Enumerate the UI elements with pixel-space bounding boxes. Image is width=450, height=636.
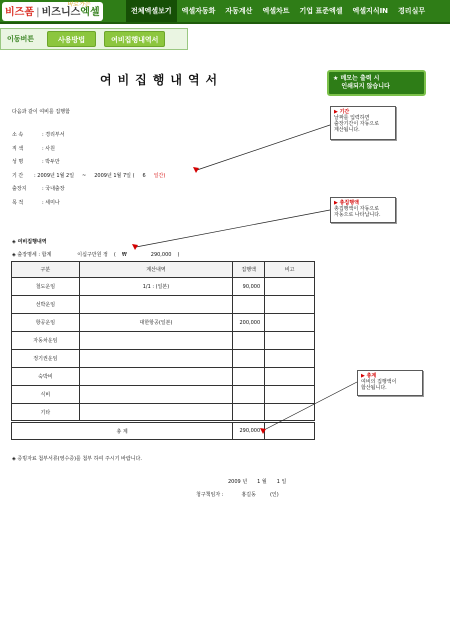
row-category: 자동차운임 [12,332,80,350]
period-days: 6 [142,173,146,179]
period-label: 기 간 [12,173,24,179]
callout-period [330,106,396,140]
claimant-seal: (인) [269,492,279,498]
date-month[interactable]: 1 월 [257,479,267,485]
row-calculation[interactable]: 대한항공(일본) [79,314,232,332]
row-category: 식비 [12,386,80,404]
row-category: 선박운임 [12,296,80,314]
row-category: 숙박비 [12,368,80,386]
logo-bizform-text: 비즈폼 [5,7,34,18]
claimant-label: 청구책임자 : [196,492,224,498]
period-comment-marker [193,167,199,173]
header-amount: 집행액 [233,262,265,278]
field-destination-value[interactable]: : 국내출장 [42,186,65,192]
callout-summary-title: ▶ 총집행액 [334,200,392,206]
row-amount[interactable]: 90,000 [233,278,265,296]
row-calculation[interactable]: 1/1 : (일본) [79,278,232,296]
period-tilde: ~ [82,173,87,179]
nav-item-standard-excel[interactable]: 기업 표준엑셀 [299,7,343,15]
total-amount: 290,000 [233,422,265,440]
nav-item-all-excel[interactable]: 전체엑셀보기 [126,0,177,22]
header-note: 비고 [265,262,315,278]
callout-total-body: 여비의 집행액이 합산됩니다. [361,379,397,391]
summary-amount: 290,000 [150,252,172,258]
field-purpose-label: 목 적 [12,200,24,206]
nav-item-auto-calc[interactable]: 자동계산 [225,7,253,15]
expense-section-title: ◈ 여비집행내역 [12,239,47,245]
period-start[interactable]: : 2009년 1월 2일 [34,173,75,179]
summary-label: ◈ 출장명세 : 합계 [12,252,52,258]
callout-summary-body: 총집행액이 자동으로 자동으로 나타납니다. [334,206,381,218]
row-category: 기타 [12,404,80,422]
connector-period [197,125,330,170]
logo-separator: | [35,7,40,18]
field-department-label: 소 속 [12,132,24,138]
total-comment-marker [260,428,266,434]
nav-item-accounting[interactable]: 경리실무 [398,7,426,15]
row-category: 항공운임 [12,314,80,332]
nav-item-excel-chart[interactable]: 엑셀차트 [262,7,290,15]
period-end[interactable]: 2009년 1월 7일 ( [94,173,135,179]
travel-expense-sheet-button[interactable]: 여비집행내역서 [104,31,165,47]
logo-tagline: 바로가는 [67,1,91,8]
field-name-label: 성 명 [12,159,24,165]
nav-item-excel-automation[interactable]: 엑셀자동화 [181,7,216,15]
nav-item-excel-knowledge[interactable]: 엑셀지식IN [352,7,389,15]
row-category: 철도운임 [12,278,80,296]
field-position-value[interactable]: : 사원 [42,146,55,152]
move-button-label: 이동버튼 [7,35,35,43]
intro-text: 다음과 같이 여비를 집행함 [12,109,70,115]
attachment-footnote: ◈ 증빙자료 첨부서류(영수증)를 첨부 하여 주시기 바랍니다. [12,456,142,462]
print-note-text: ★ 메모는 출력 시 인쇄되지 않습니다 [333,75,390,90]
callout-summary [330,197,396,223]
field-destination-label: 출장지 [12,186,27,192]
logo-business-text: 비즈니스 [41,7,81,18]
logo-excel-text: 엑셀 [80,7,100,18]
total-label: 총 계 [12,422,233,440]
summary-close-paren: ) [177,252,180,258]
callout-period-body: 날짜를 입력하면 출장기간이 자동으로 계산됩니다. [334,115,380,133]
row-category: 정기권운임 [12,350,80,368]
callout-period-title: ▶ 기간 [334,109,392,115]
callout-total [357,370,423,396]
connector-total [264,382,357,430]
period-unit: 일간) [153,173,166,179]
claimant-name[interactable]: 홍길동 [241,492,256,498]
field-position-label: 직 색 [12,146,24,152]
document-title: 여비집행내역서 [100,73,224,87]
field-purpose-value[interactable]: : 세미나 [42,200,60,206]
header-category: 구분 [12,262,80,278]
summary-won-sign: ₩ [121,252,127,258]
field-name-value[interactable]: : 박두만 [42,159,60,165]
date-year[interactable]: 2009 년 [228,479,248,485]
usage-button[interactable]: 사용방법 [47,31,96,47]
row-amount[interactable]: 200,000 [233,314,265,332]
connector-summary [136,210,330,247]
summary-open-paren: ( [113,252,116,258]
header-calculation: 계산내역 [79,262,232,278]
field-department-value[interactable]: : 경리부서 [42,132,65,138]
summary-amount-words: 이십구만원 정 [77,252,108,258]
callout-total-title: ▶ 총계 [361,373,419,379]
date-day[interactable]: 1 일 [276,479,287,485]
